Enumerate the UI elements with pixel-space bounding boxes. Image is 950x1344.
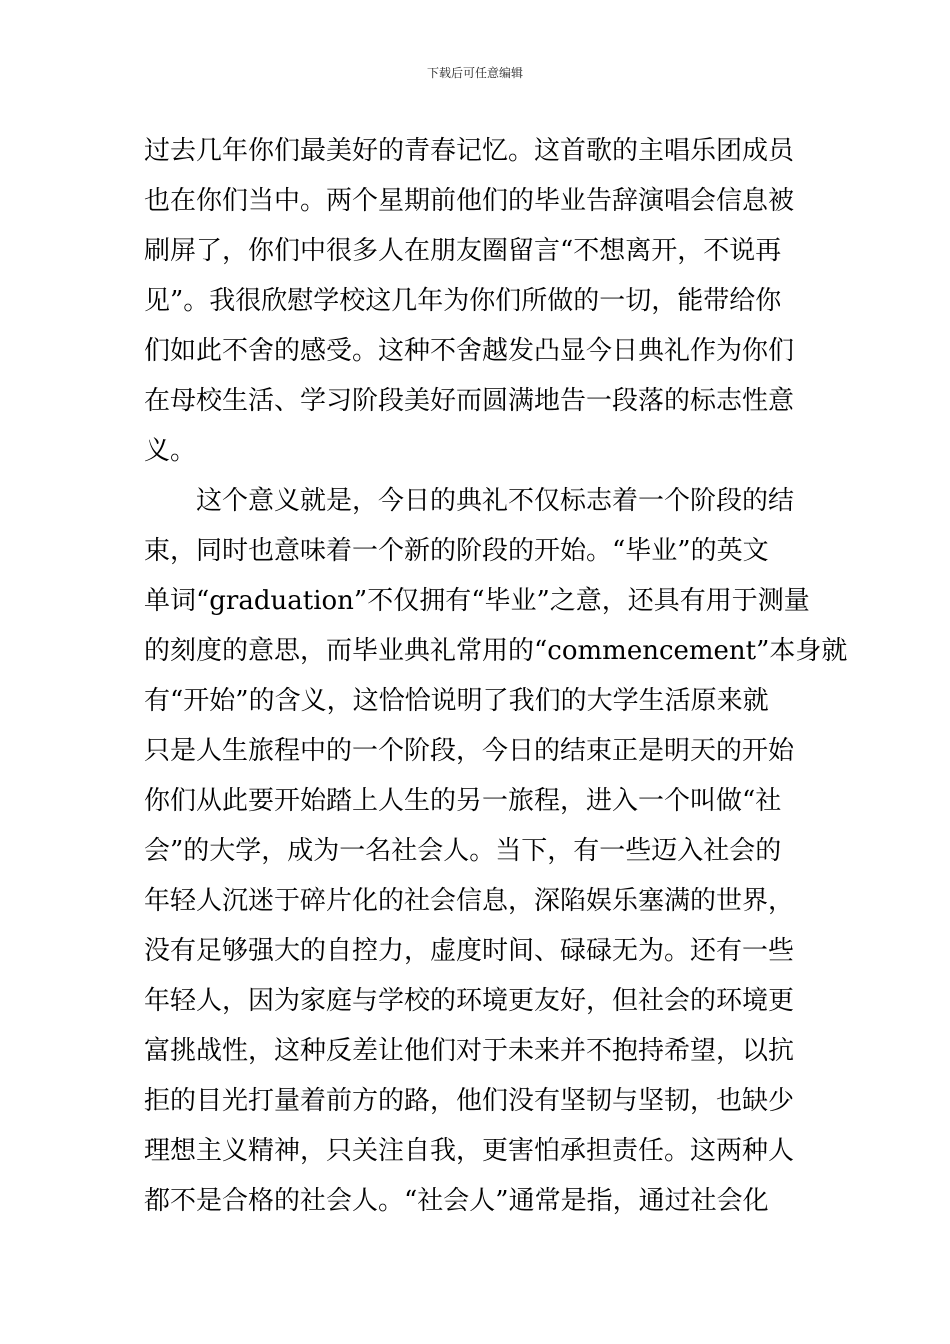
text-line: 年轻人，因为家庭与学校的环境更友好，但社会的环境更 <box>144 986 795 1016</box>
text-line: 们如此不舍的感受。这种不舍越发凸显今日典礼作为你们 <box>144 336 795 366</box>
text-line: 年轻人沉迷于碎片化的社会信息，深陷娱乐塞满的世界， <box>144 886 795 916</box>
paragraph-2 <box>144 476 848 1226</box>
text-line: 义。 <box>144 436 197 466</box>
text-line: 只是人生旅程中的一个阶段，今日的结束正是明天的开始 <box>144 736 795 766</box>
text-line: 有“开始”的含义，这恰恰说明了我们的大学生活原来就 <box>144 686 769 716</box>
text-line: 拒的目光打量着前方的路，他们没有坚韧与坚韧，也缺少 <box>144 1086 795 1116</box>
text-line: 理想主义精神，只关注自我，更害怕承担责任。这两种人 <box>144 1136 795 1166</box>
text-line: 也在你们当中。两个星期前他们的毕业告辞演唱会信息被 <box>144 186 795 216</box>
text-line: 会”的大学，成为一名社会人。当下，有一些迈入社会的 <box>144 836 782 866</box>
paragraph-1 <box>144 126 809 476</box>
text-line: 刷屏了，你们中很多人在朋友圈留言“不想离开，不说再 <box>144 236 782 266</box>
text-line: 的刻度的意思，而毕业典礼常用的“commencement”本身就 <box>144 636 848 666</box>
page-header: 下载后可任意编辑 <box>426 66 523 80</box>
text-line: 见”。我很欣慰学校这几年为你们所做的一切，能带给你 <box>144 286 782 316</box>
text-line: 你们从此要开始踏上人生的另一旅程，进入一个叫做“社 <box>144 786 782 816</box>
text-line: 这个意义就是，今日的典礼不仅标志着一个阶段的结 <box>196 486 795 516</box>
text-line: 过去几年你们最美好的青春记忆。这首歌的主唱乐团成员 <box>144 136 795 166</box>
text-line: 单词“graduation”不仅拥有“毕业”之意，还具有用于测量 <box>144 586 810 616</box>
text-line: 束，同时也意味着一个新的阶段的开始。“毕业”的英文 <box>144 536 769 566</box>
text-line: 在母校生活、学习阶段美好而圆满地告一段落的标志性意 <box>144 386 795 416</box>
text-line: 富挑战性，这种反差让他们对于未来并不抱持希望，以抗 <box>144 1036 795 1066</box>
document-body <box>144 126 848 1226</box>
text-line: 没有足够强大的自控力，虚度时间、碌碌无为。还有一些 <box>144 936 795 966</box>
text-line: 都不是合格的社会人。“社会人”通常是指，通过社会化 <box>144 1186 769 1216</box>
